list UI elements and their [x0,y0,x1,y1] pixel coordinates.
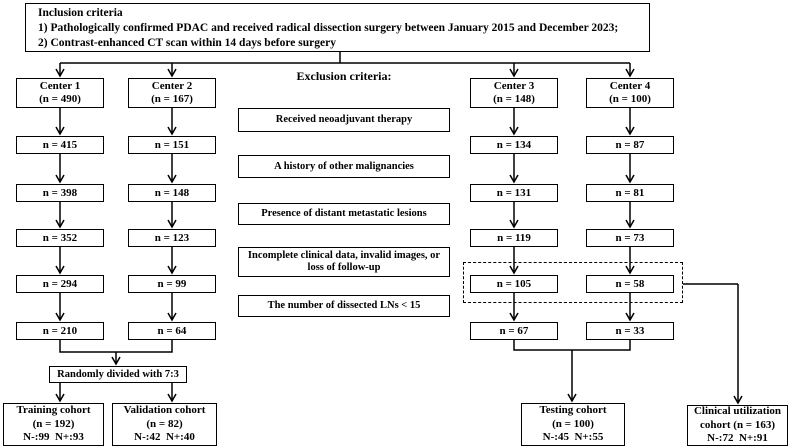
cohort-n-split: N-:99 N+:93 [23,431,84,444]
random-split-box: Randomly divided with 7:3 [49,366,187,383]
exclusion-item-neoadjuvant: Received neoadjuvant therapy [238,108,450,132]
count-box: n = 131 [470,184,558,202]
inclusion-criteria-box [25,3,650,52]
connector-line [60,340,172,352]
inclusion-item-2: 2) Contrast-enhanced CT scan within 14 days before surgery [38,37,336,49]
count-box: n = 210 [16,322,104,340]
count-box: n = 134 [470,136,558,154]
count-box: n = 148 [128,184,216,202]
center-2-name: Center 2 [151,80,193,92]
validation-cohort-box [112,403,217,446]
exclusion-item-metastatic: Presence of distant metastatic lesions [238,203,450,225]
cohort-n: (n = 82) [146,417,183,430]
cohort-title: Testing cohort [539,404,607,417]
count-box: n = 64 [128,322,216,340]
count-box: n = 87 [586,136,674,154]
count-box: n = 73 [586,229,674,247]
connector-line [514,340,630,350]
training-cohort-box [3,403,104,446]
count-box: n = 352 [16,229,104,247]
count-box: n = 294 [16,275,104,293]
count-box: n = 398 [16,184,104,202]
count-box: n = 415 [16,136,104,154]
inclusion-item-1: 1) Pathologically confirmed PDAC and received radical dissection surgery between January 2015 and December 2023; [38,22,619,34]
exclusion-item-malignancies: A history of other malignancies [238,155,450,178]
count-box: n = 33 [586,322,674,340]
count-box: n = 99 [128,275,216,293]
count-box: n = 123 [128,229,216,247]
cohort-n-split: N-:72 N+:91 [707,432,768,445]
center-2-header-box [128,78,216,108]
center-4-name: Center 4 [609,80,651,92]
center-3-header-box [470,78,558,108]
testing-cohort-box [521,403,625,446]
center-1-name: Center 1 [39,80,81,92]
center-3-count: (n = 148) [493,93,535,105]
count-box: n = 67 [470,322,558,340]
center-4-count: (n = 100) [609,93,651,105]
center-3-name: Center 3 [493,80,535,92]
count-box: n = 151 [128,136,216,154]
exclusion-item-dissected-lns: The number of dissected LNs < 15 [238,295,450,317]
clinical-utilization-cohort-box [687,405,788,446]
count-box: n = 58 [586,275,674,293]
exclusion-item-incomplete-data: Incomplete clinical data, invalid images, or loss of follow-up [238,247,450,277]
cohort-n-split: N-:45 N+:55 [542,431,604,444]
cohort-title: Clinical utilization [693,405,782,418]
count-box: n = 81 [586,184,674,202]
inclusion-title: Inclusion criteria [38,7,123,19]
cohort-n: (n = 100) [552,417,594,430]
cohort-n: (n = 192) [32,417,75,430]
count-box: n = 105 [470,275,558,293]
cohort-n-split: N-:42 N+:40 [134,431,195,444]
center-1-header-box [16,78,104,108]
cohort-title: Training cohort [16,404,91,417]
center-4-header-box [586,78,674,108]
cohort-title: Validation cohort [123,404,206,417]
center-1-count: (n = 490) [39,93,81,105]
center-2-count: (n = 167) [151,93,193,105]
exclusion-criteria-heading: Exclusion criteria: [296,69,392,83]
cohort-n: cohort (n = 163) [699,418,775,431]
count-box: n = 119 [470,229,558,247]
